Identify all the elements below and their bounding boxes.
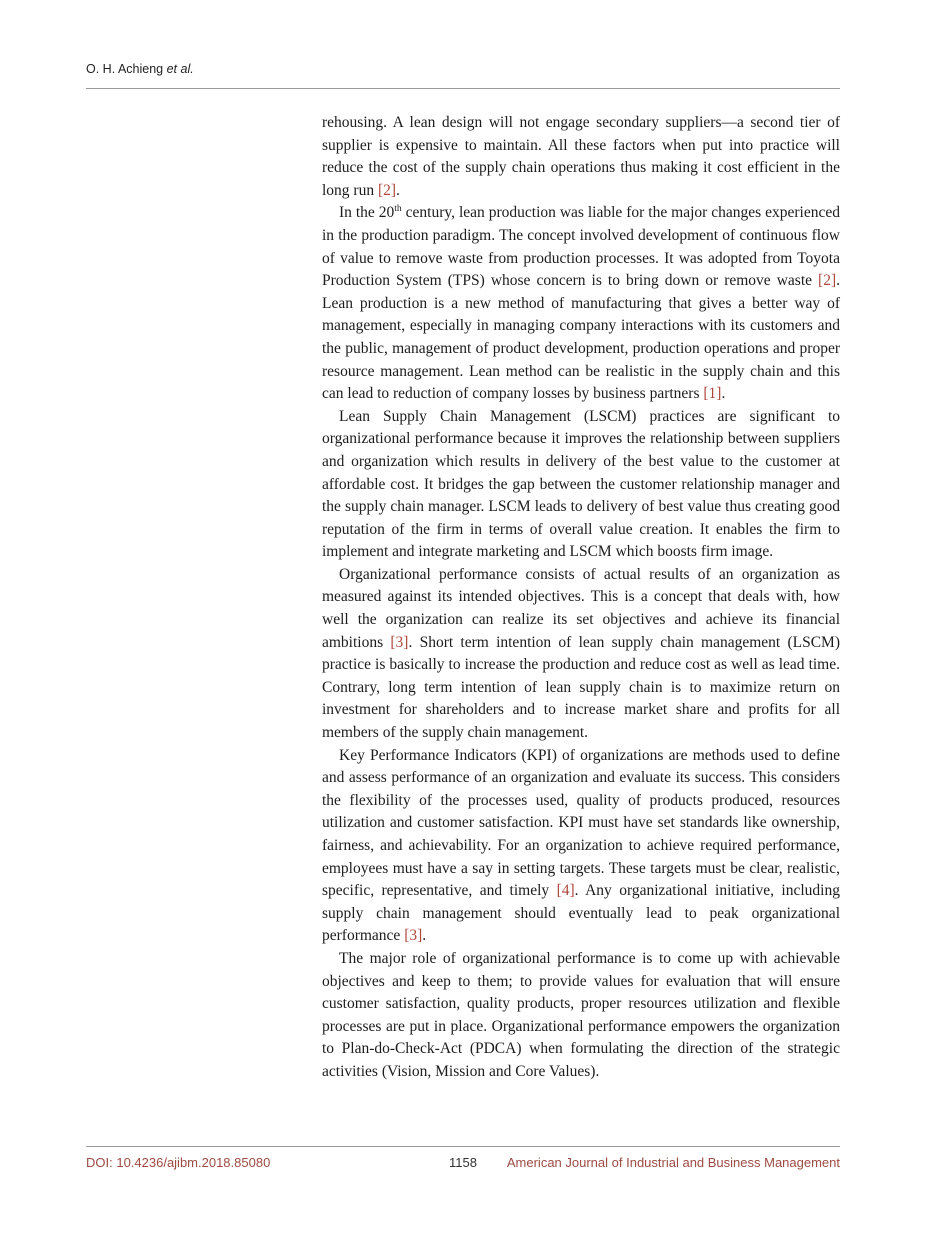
- text-run: .: [396, 181, 400, 199]
- citation-link[interactable]: [3]: [390, 633, 409, 651]
- body-paragraphs: [322, 112, 840, 1084]
- citation-link[interactable]: [3]: [404, 927, 423, 945]
- footer-rule: [86, 1146, 840, 1147]
- running-head-etal: et al.: [166, 62, 194, 76]
- text-run: The major role of organizational performance is to come up with achievable objectives and keep to them; to provide values for evaluation that will ensure customer satisfaction, quality products, proper resources utilization and flexible processes are put in place. Organizational performance empowers the organization to Plan-do-Check-Act (PDCA) when formulating the direction of the strategic activities (Vision, Mission and Core Values).: [322, 949, 840, 1080]
- superscript-ordinal: th: [394, 203, 402, 215]
- running-head: [86, 62, 840, 76]
- text-run: . Lean production is a new method of manufacturing that gives a better way of management, especially in managing company interactions with its customers and the public, management of product development, production operations and proper resource management. Lean method can be realistic in the supply chain and this can lead to reduction of company losses by business partners: [322, 272, 840, 403]
- text-run: century, lean production was liable for the major changes experienced in the production paradigm. The concept involved development of continuous flow of value to remove waste from production processes. It was adopted from Toyota Production System (TPS) whose concern is to bring down or remove waste: [322, 204, 840, 290]
- citation-link[interactable]: [2]: [818, 272, 837, 290]
- citation-link[interactable]: [2]: [377, 181, 397, 199]
- paragraph: [322, 202, 840, 405]
- text-run: Key Performance Indicators (KPI) of organizations are methods used to define and assess performance of an organization and evaluate its success. This considers the flexibility of the processes used, quality of products produced, resources utilization and customer satisfaction. KPI must have set standards like ownership, fairness, and achievability. For an organization to achieve required performance, employees must have a say in setting targets. These targets must be clear, realistic, specific, representative, and timely: [322, 746, 840, 900]
- text-run: .: [422, 927, 427, 945]
- text-run: Lean Supply Chain Management (LSCM) practices are significant to organizational performance because it improves the relationship between suppliers and organization which results in delivery of the best value to the customer at affordable cost. It bridges the gap between the customer relationship manager and the supply chain manager. LSCM leads to delivery of best value thus creating good reputation of the firm in terms of overall value creation. It enables the firm to implement and integrate marketing and LSCM which boosts firm image.: [322, 407, 840, 561]
- text-run: Organizational performance consists of actual results of an organization as measured against its intended objectives. This is a concept that deals with, how well the organization can realize its set objectives and achieve its financial ambitions: [322, 565, 840, 651]
- text-run: . Any organizational initiative, including supply chain management should eventually lead to peak organizational performance: [322, 882, 840, 945]
- text-run: In the 20: [339, 204, 395, 222]
- paragraph: [322, 112, 840, 202]
- paragraph: [322, 564, 840, 745]
- paragraph: [322, 948, 840, 1084]
- text-run: .: [721, 385, 726, 403]
- paragraph: [322, 406, 840, 564]
- header-rule: [86, 88, 840, 89]
- paragraph: [322, 745, 840, 948]
- doi-link[interactable]: DOI: 10.4236/ajibm.2018.85080: [86, 1155, 271, 1170]
- text-run: . Short term intention of lean supply chain management (LSCM) practice is basically to increase the production and reduce cost as well as lead time. Contrary, long term intention of lean supply chain is to maximize return on investment for shareholders and to increase market share and profits for all members of the supply chain management.: [322, 633, 841, 742]
- page-number: 1158: [449, 1155, 477, 1170]
- citation-link[interactable]: [1]: [703, 385, 722, 403]
- citation-link[interactable]: [4]: [556, 882, 575, 900]
- journal-link[interactable]: American Journal of Industrial and Business Management: [506, 1155, 840, 1170]
- text-run: rehousing. A lean design will not engage secondary suppliers—a second tier of supplier is expensive to maintain. All these factors when put into practice will reduce the cost of the supply chain operations thus making it cost efficient in the long run: [322, 114, 840, 199]
- footer: [86, 1155, 840, 1170]
- running-head-authors: O. H. Achieng: [86, 62, 167, 76]
